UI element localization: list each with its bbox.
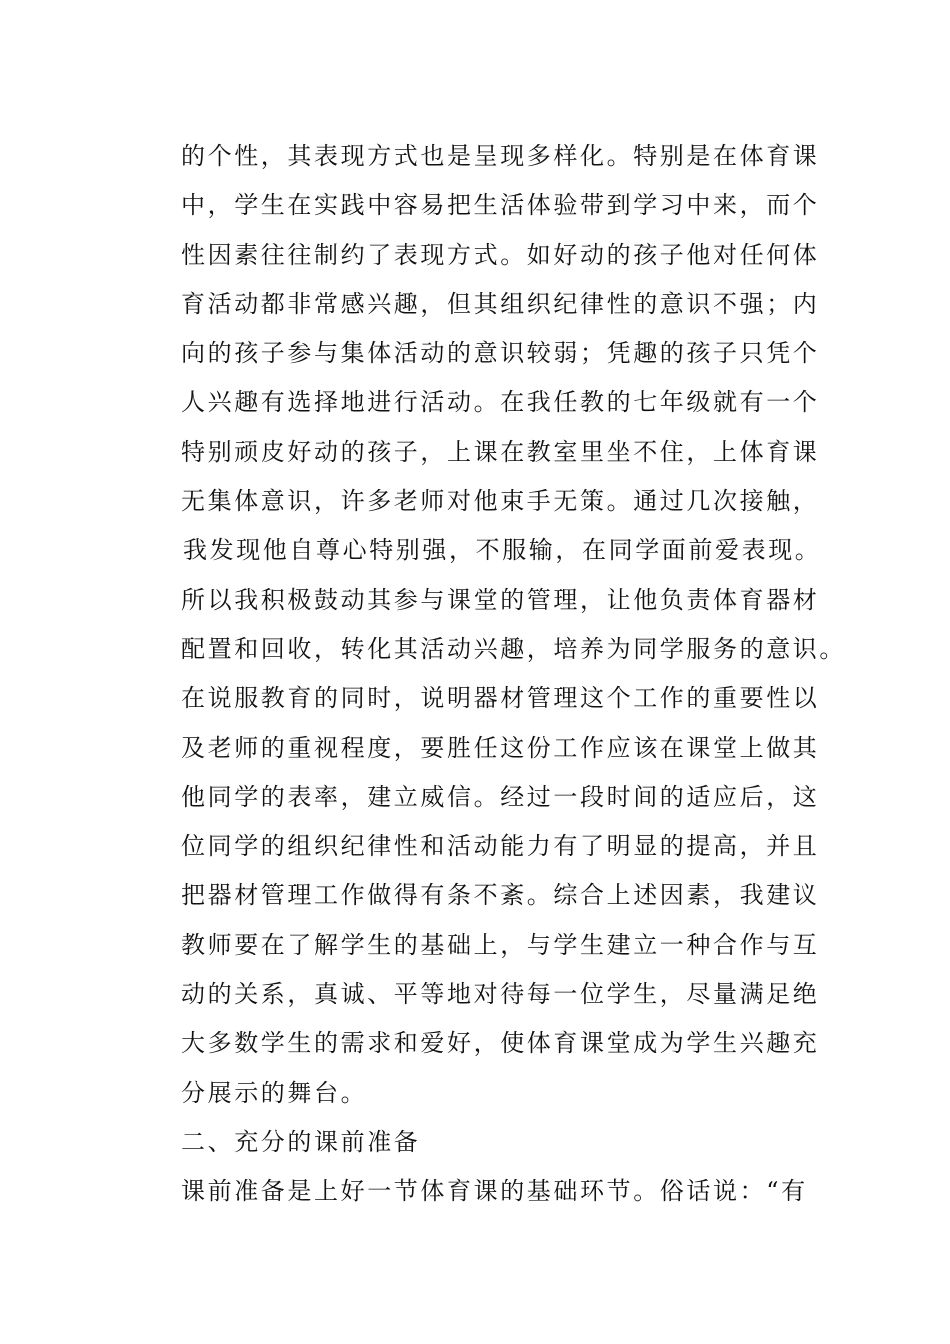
- text-line: 大多数学生的需求和爱好，使体育课堂成为学生兴趣充: [181, 1029, 820, 1058]
- text-line: 课前准备是上好一节体育课的基础环节。俗话说：“有: [181, 1177, 808, 1206]
- text-line: 性因素往往制约了表现方式。如好动的孩子他对任何体: [181, 240, 820, 269]
- text-line: 向的孩子参与集体活动的意识较弱；凭趣的孩子只凭个: [181, 339, 820, 368]
- text-line: 他同学的表率，建立威信。经过一段时间的适应后，这: [181, 782, 820, 811]
- text-line: 在说服教育的同时，说明器材管理这个工作的重要性以: [181, 684, 820, 713]
- text-line: 特别顽皮好动的孩子，上课在教室里坐不住，上体育课: [181, 437, 820, 466]
- text-line: 人兴趣有选择地进行活动。在我任教的七年级就有一个: [181, 388, 820, 417]
- text-line: 把器材管理工作做得有条不紊。综合上述因素，我建议: [181, 881, 820, 910]
- body-text: [181, 132, 846, 1217]
- text-line: 动的关系，真诚、平等地对待每一位学生，尽量满足绝: [181, 980, 820, 1009]
- text-line: 我发现他自尊心特别强，不服输，在同学面前爱表现。: [183, 536, 822, 565]
- text-line: 育活动都非常感兴趣，但其组织纪律性的意识不强；内: [181, 289, 820, 318]
- text-line: 中，学生在实践中容易把生活体验带到学习中来，而个: [181, 191, 820, 220]
- text-line: 所以我积极鼓动其参与课堂的管理，让他负责体育器材: [181, 585, 820, 614]
- text-line: 分展示的舞台。: [181, 1078, 368, 1107]
- text-line: 位同学的组织纪律性和活动能力有了明显的提高，并且: [181, 832, 820, 861]
- text-line: 无集体意识，许多老师对他束手无策。通过几次接触，: [181, 487, 820, 516]
- text-line: 的个性，其表现方式也是呈现多样化。特别是在体育课: [181, 142, 820, 170]
- text-line: 教师要在了解学生的基础上，与学生建立一种合作与互: [181, 930, 820, 959]
- section-heading: 二、充分的课前准备: [181, 1127, 421, 1156]
- text-line: 配置和回收，转化其活动兴趣，培养为同学服务的意识。: [181, 634, 846, 663]
- text-line: 及老师的重视程度，要胜任这份工作应该在课堂上做其: [181, 733, 820, 762]
